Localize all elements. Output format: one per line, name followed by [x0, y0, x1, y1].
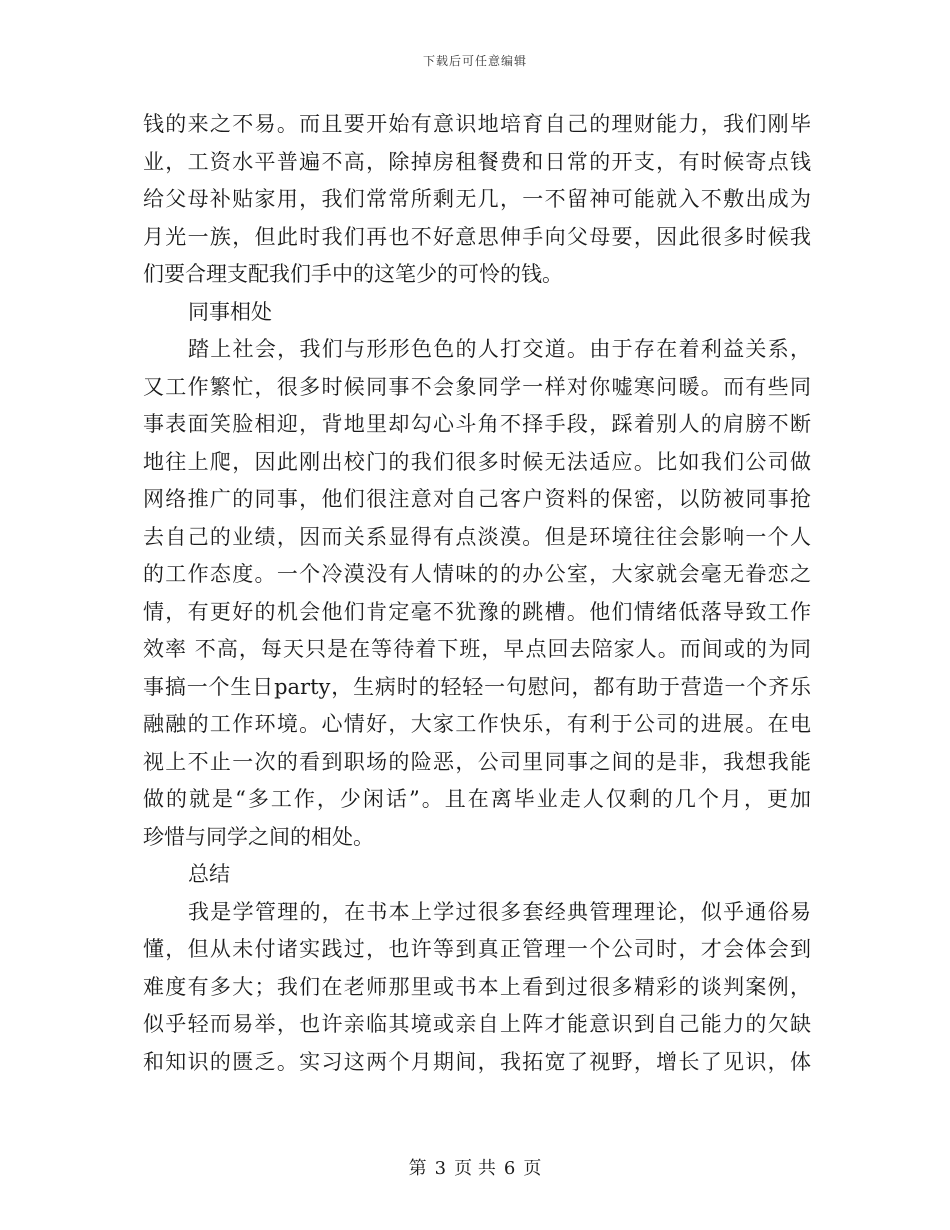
document-body: [143, 106, 811, 1081]
paragraph-line: 地往上爬，因此刚出校门的我们很多时候无法适应。比如我们公司做: [143, 449, 811, 474]
paragraph-line: 网络推广的同事，他们很注意对自己客户资料的保密，以防被同事抢: [143, 487, 811, 511]
section-heading: 同事相处: [188, 299, 272, 324]
section-heading: 总结: [188, 862, 230, 886]
paragraph-line: 踏上社会，我们与形形色色的人打交道。由于存在着利益关系，: [188, 337, 811, 361]
paragraph-line: 视上不止一次的看到职场的险恶，公司里同事之间的是非，我想我能: [143, 749, 811, 774]
current-page-number: 3: [434, 1158, 447, 1179]
paragraph-line: 业，工资水平普遍不高，除掉房租餐费和日常的开支，有时候寄点钱: [143, 149, 811, 174]
paragraph-line: 懂，但从未付诸实践过，也许等到真正管理一个公司时，才会体会到: [143, 937, 811, 961]
paragraph-line: 融融的工作环境。心情好，大家工作快乐，有利于公司的进展。在电: [143, 712, 811, 736]
paragraph-line: 事搞一个生日party，生病时的轻轻一句慰问，都有助于营造一个齐乐: [143, 674, 811, 699]
paragraph-line: 情，有更好的机会他们肯定毫不犹豫的跳槽。他们情绪低落导致工作: [143, 599, 811, 624]
paragraph-line: 难度有多大；我们在老师那里或书本上看到过很多精彩的谈判案例，: [143, 974, 811, 999]
paragraph-line: 和知识的匮乏。实习这两个月期间，我拓宽了视野，增长了见识，体: [143, 1049, 811, 1074]
footer-suffix: 页: [523, 1158, 542, 1179]
paragraph-line: 又工作繁忙，很多时候同事不会象同学一样对你嘘寒问暖。而有些同: [143, 374, 811, 399]
paragraph-line: 事表面笑脸相迎，背地里却勾心斗角不择手段，踩着别人的肩膀不断: [143, 412, 811, 436]
paragraph-line: 钱的来之不易。而且要开始有意识地培育自己的理财能力，我们刚毕: [143, 112, 811, 136]
footer-prefix: 第: [408, 1158, 427, 1179]
paragraph-line: 月光一族，但此时我们再也不好意思伸手向父母要，因此很多时候我: [143, 224, 811, 249]
page-header: 下载后可任意编辑: [422, 54, 527, 68]
page-footer: [0, 1154, 950, 1180]
footer-middle: 页 共: [454, 1158, 496, 1179]
paragraph-line: 珍惜与同学之间的相处。: [143, 824, 374, 849]
paragraph-line: 做的就是“多工作，少闲话”。且在离毕业走人仅剩的几个月，更加: [143, 787, 811, 811]
paragraph-line: 效率 不高，每天只是在等待着下班，早点回去陪家人。而间或的为同: [143, 637, 811, 661]
paragraph-line: 的工作态度。一个冷漠没有人情味的的办公室，大家就会毫无眷恋之: [143, 562, 811, 586]
paragraph-line: 我是学管理的，在书本上学过很多套经典管理理论，似乎通俗易: [188, 899, 811, 924]
total-page-count: 6: [503, 1158, 516, 1179]
paragraph-line: 去自己的业绩，因而关系显得有点淡漠。但是环境往往会影响一个人: [143, 524, 811, 549]
paragraph-line: 似乎轻而易举，也许亲临其境或亲自上阵才能意识到自己能力的欠缺: [143, 1012, 811, 1036]
paragraph-line: 给父母补贴家用，我们常常所剩无几，一不留神可能就入不敷出成为: [143, 187, 811, 211]
paragraph-line: 们要合理支配我们手中的这笔少的可怜的钱。: [143, 262, 563, 286]
